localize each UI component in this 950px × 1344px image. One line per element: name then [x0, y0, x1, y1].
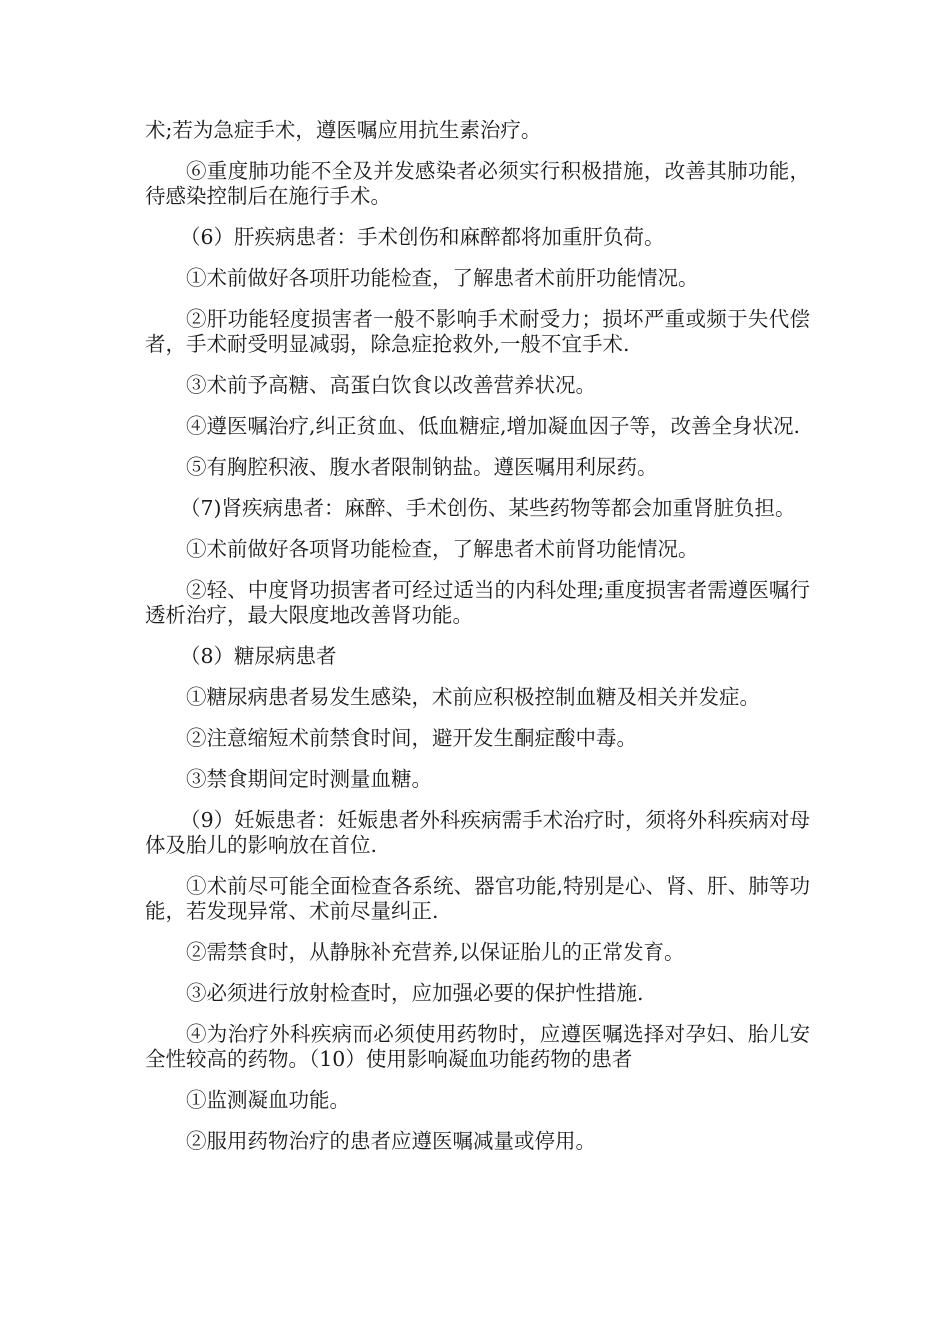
paragraph-kidney-item-1: ①术前做好各项肾功能检查，了解患者术前肾功能情况。 [186, 537, 699, 561]
paragraph-diabetes-item-1: ①糖尿病患者易发生感染，术前应积极控制血糖及相关并发症。 [186, 685, 760, 709]
paragraph-diabetes-item-2: ②注意缩短术前禁食时间，避开发生酮症酸中毒。 [186, 726, 637, 750]
paragraph-pregnancy-item-1: ①术前尽可能全面检查各系统、器官功能,特别是心、肾、肝、肺等功能，若发现异常、术前尽量纠正. [145, 874, 810, 923]
section-liver-disease: （6）肝疾病患者：手术创伤和麻醉都将加重肝负荷。 [180, 225, 665, 249]
paragraph-kidney-item-2: ②轻、中度肾功损害者可经过适当的内科处理;重度损害者需遵医嘱行透析治疗，最大限度地改善肾功能。 [145, 578, 810, 627]
section-diabetes: （8）糖尿病患者 [180, 644, 337, 668]
paragraph-liver-item-5: ⑤有胸腔积液、腹水者限制钠盐。遵医嘱用利尿药。 [186, 455, 658, 479]
paragraph-liver-item-3: ③术前予高糖、高蛋白饮食以改善营养状况。 [186, 373, 596, 397]
paragraph-liver-item-4: ④遵医嘱治疗,纠正贫血、低血糖症,增加凝血因子等，改善全身状况. [186, 414, 801, 438]
document-body [145, 118, 810, 1170]
paragraph-pregnancy-item-2: ②需禁食时，从静脉补充营养,以保证胎儿的正常发育。 [186, 940, 685, 964]
paragraph-continuation: 术;若为急症手术，遵医嘱应用抗生素治疗。 [145, 118, 542, 142]
paragraph-anticoagulant-item-2: ②服用药物治疗的患者应遵医嘱减量或停用。 [186, 1129, 596, 1153]
section-pregnancy: （9）妊娠患者：妊娠患者外科疾病需手术治疗时，须将外科疾病对母体及胎儿的影响放在首位. [145, 808, 810, 857]
paragraph-lung-item-6: ⑥重度肺功能不全及并发感染者必须实行积极措施，改善其肺功能，待感染控制后在施行手术。 [145, 159, 810, 208]
paragraph-pregnancy-item-4: ④为治疗外科疾病而必须使用药物时，应遵医嘱选择对孕妇、胎儿安全性较高的药物。（10）使用影响凝血功能药物的患者 [145, 1022, 810, 1071]
paragraph-liver-item-1: ①术前做好各项肝功能检查，了解患者术前肝功能情况。 [186, 266, 699, 290]
paragraph-diabetes-item-3: ③禁食期间定时测量血糖。 [186, 767, 432, 791]
section-kidney-disease: （7)肾疾病患者：麻醉、手术创伤、某些药物等都会加重肾脏负担。 [180, 496, 796, 520]
paragraph-anticoagulant-item-1: ①监测凝血功能。 [186, 1088, 350, 1112]
paragraph-pregnancy-item-3: ③必须进行放射检查时，应加强必要的保护性措施. [186, 981, 644, 1005]
paragraph-liver-item-2: ②肝功能轻度损害者一般不影响手术耐受力；损坏严重或频于失代偿者，手术耐受明显减弱，除急症抢救外,一般不宜手术. [145, 307, 810, 356]
